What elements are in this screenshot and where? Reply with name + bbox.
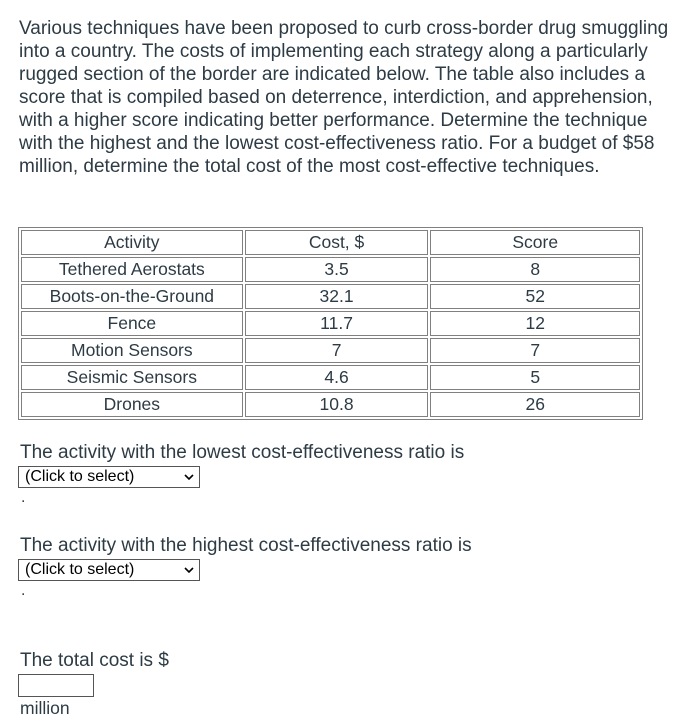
lowest-period: . <box>21 489 26 506</box>
cell-activity: Fence <box>21 311 243 336</box>
table-row <box>21 257 640 282</box>
highest-ratio-select-value: (Click to select) <box>25 561 135 578</box>
header-score: Score <box>430 230 640 255</box>
problem-statement: Various techniques have been proposed to curb cross-border drug smuggling into a country. The costs of implementing each strategy along a particularly rugged section of the border are indicated below. The table also includes a score that is compiled based on deterrence, interdiction, and apprehension, with a higher score indicating better performance. Determine the technique with the highest and the lowest cost-effectiveness ratio. For a budget of $58 million, determine the total cost of the most cost-effective techniques. <box>19 18 669 177</box>
cell-cost: 4.6 <box>245 365 429 390</box>
cell-cost: 11.7 <box>245 311 429 336</box>
cell-activity: Boots-on-the-Ground <box>21 284 243 309</box>
cell-activity: Drones <box>21 392 243 417</box>
cell-score: 7 <box>430 338 640 363</box>
cost-score-table <box>18 227 643 420</box>
cell-cost: 3.5 <box>245 257 429 282</box>
total-cost-question: The total cost is $ <box>20 650 169 671</box>
total-cost-input[interactable] <box>18 674 94 697</box>
cell-cost: 10.8 <box>245 392 429 417</box>
cell-activity: Seismic Sensors <box>21 365 243 390</box>
cell-score: 8 <box>430 257 640 282</box>
chevron-down-icon <box>184 472 194 482</box>
cell-score: 12 <box>430 311 640 336</box>
total-cost-unit: million <box>20 698 70 718</box>
table-row <box>21 338 640 363</box>
highest-ratio-select[interactable] <box>18 559 200 581</box>
chevron-down-icon <box>184 565 194 575</box>
highest-period: . <box>21 582 26 599</box>
table-row <box>21 311 640 336</box>
lowest-ratio-question: The activity with the lowest cost-effectiveness ratio is <box>20 442 465 463</box>
header-cost: Cost, $ <box>245 230 429 255</box>
table-row <box>21 284 640 309</box>
cell-score: 5 <box>430 365 640 390</box>
cell-score: 52 <box>430 284 640 309</box>
cell-score: 26 <box>430 392 640 417</box>
table-header-row <box>21 230 640 255</box>
cell-activity: Motion Sensors <box>21 338 243 363</box>
lowest-ratio-select-value: (Click to select) <box>25 468 135 485</box>
cell-cost: 7 <box>245 338 429 363</box>
highest-ratio-question: The activity with the highest cost-effectiveness ratio is <box>20 535 472 556</box>
table-row <box>21 392 640 417</box>
cell-activity: Tethered Aerostats <box>21 257 243 282</box>
cell-cost: 32.1 <box>245 284 429 309</box>
lowest-ratio-select[interactable] <box>18 466 200 488</box>
table-row <box>21 365 640 390</box>
header-activity: Activity <box>21 230 243 255</box>
